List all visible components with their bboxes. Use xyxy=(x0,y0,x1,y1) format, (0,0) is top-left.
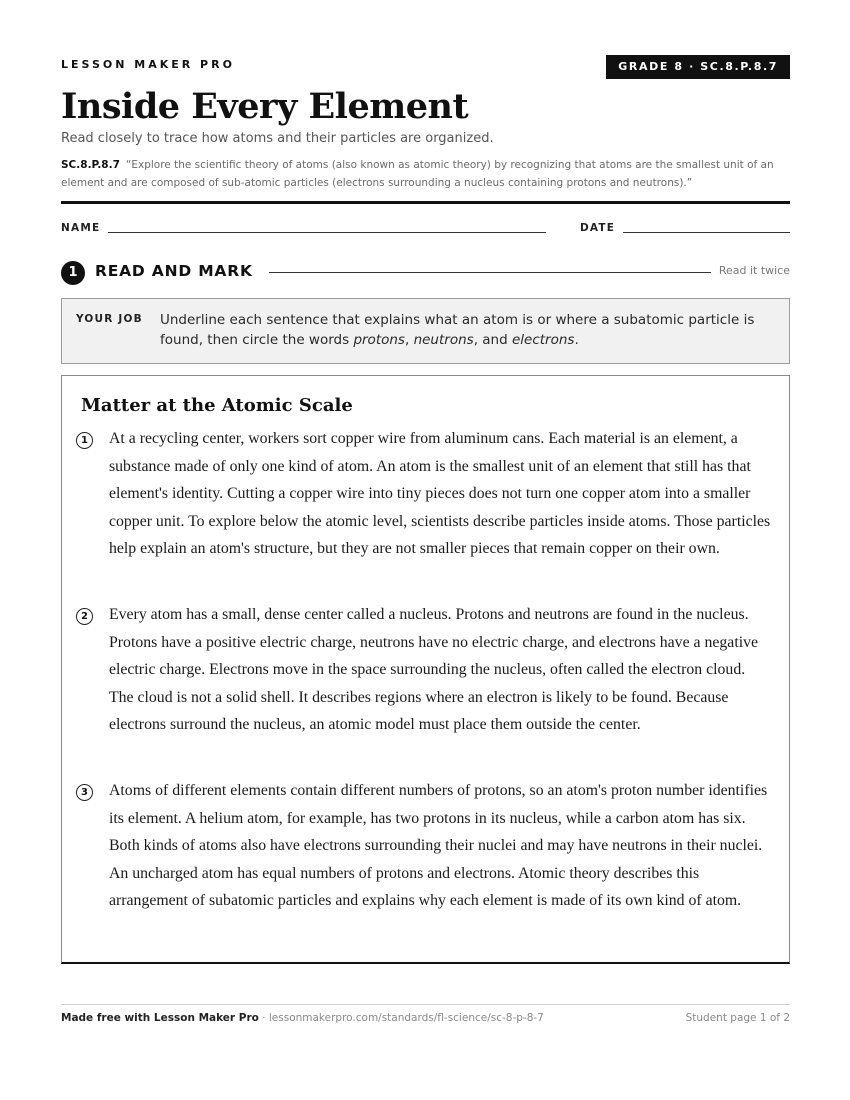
footer-url[interactable]: lessonmakerpro.com/standards/fl-science/sc-8-p-8-7 xyxy=(268,1012,544,1024)
standard-text: “Explore the scientific theory of atoms (also known as atomic theory) by recognizing that atoms are the smallest unit of an element and are composed of sub-atomic particles (electrons surrounding a nucleus containing protons and neutrons).” xyxy=(61,159,774,189)
paragraph-number: 2 xyxy=(76,608,93,625)
keyword-electrons: electrons xyxy=(511,332,575,348)
section-divider xyxy=(269,272,711,273)
brand-name: LESSON MAKER PRO xyxy=(61,58,235,71)
paragraph-number: 1 xyxy=(76,432,93,449)
section-header xyxy=(61,260,790,284)
section-title: READ AND MARK xyxy=(95,262,253,280)
job-text xyxy=(160,310,770,350)
section-number-badge: 1 xyxy=(61,261,85,285)
date-label: DATE xyxy=(580,222,616,234)
footer-made-with: Made free with Lesson Maker Pro xyxy=(61,1012,259,1024)
paragraph-text: Atoms of different elements contain different numbers of protons, so an atom's proton number identifies its element. A helium atom, for example, has two protons in its nucleus, while a carbon atom has six. Both kinds of atoms also have electrons surrounding their nuclei and may have neutrons in their nuclei. An uncharged atom has equal numbers of protons and electrons. Atomic theory describes this arrangement of subatomic particles and explains why each element is made of its own kind of atom. xyxy=(109,782,768,909)
job-separator-2: , and xyxy=(473,332,512,348)
section-note: Read it twice xyxy=(718,264,790,277)
job-text-start: Underline each sentence that explains what an atom is or where a subatomic particle is found, then circle the words xyxy=(160,312,755,348)
page-subtitle: Read closely to trace how atoms and their particles are organized. xyxy=(61,131,494,146)
date-field[interactable] xyxy=(623,232,790,233)
job-label: YOUR JOB xyxy=(76,313,143,325)
page-title: Inside Every Element xyxy=(61,86,469,127)
standard-statement xyxy=(61,156,790,192)
keyword-protons: protons xyxy=(353,332,405,348)
paragraph-text: At a recycling center, workers sort copper wire from aluminum cans. Each material is an element, a substance made of only one kind of atom. An atom is the smallest unit of an element that still has that element's identity. Cutting a copper wire into tiny pieces does not turn one copper atom into a smaller copper unit. To explore below the atomic level, scientists describe particles inside atoms. Those particles help explain an atom's structure, but they are not smaller pieces that remain copper on their own. xyxy=(109,430,771,557)
header-divider xyxy=(61,201,790,204)
paragraph-number: 3 xyxy=(76,784,93,801)
reading-passage xyxy=(61,375,790,964)
name-field[interactable] xyxy=(108,232,546,233)
job-separator-1: , xyxy=(404,332,414,348)
footer-page-number: Student page 1 of 2 xyxy=(685,1012,790,1024)
job-instructions-box xyxy=(61,298,790,364)
keyword-neutrons: neutrons xyxy=(413,332,474,348)
grade-badge: GRADE 8 · SC.8.P.8.7 xyxy=(606,55,790,79)
student-fields xyxy=(61,222,790,238)
paragraph-text: Every atom has a small, dense center called a nucleus. Protons and neutrons are found in the nucleus. Protons have a positive electric charge, neutrons have no electric charge, and electrons have a negative electric charge. Electrons move in the space surrounding the nucleus, often called the electron cloud. The cloud is not a solid shell. It describes regions where an electron is likely to be found. Because electrons surround the nucleus, an atomic model must place them outside the center. xyxy=(109,606,759,733)
footer-separator: · xyxy=(258,1012,269,1024)
standard-code: SC.8.P.8.7 xyxy=(61,159,120,171)
job-text-end: . xyxy=(574,332,579,348)
top-bar xyxy=(61,55,790,81)
footer-credit xyxy=(61,1012,544,1024)
reading-title: Matter at the Atomic Scale xyxy=(81,395,353,416)
name-label: NAME xyxy=(61,222,101,234)
footer-divider xyxy=(61,1004,790,1005)
